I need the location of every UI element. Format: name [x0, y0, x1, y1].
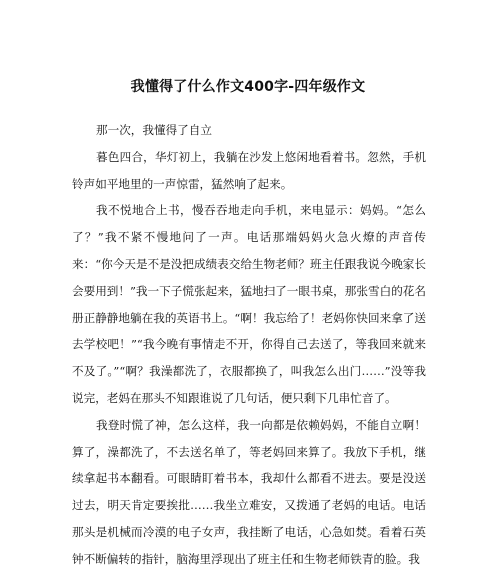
- paragraph-2: 我不悦地合上书，慢吞吞地走向手机，来电显示：妈妈。“怎么了？”我不紧不慢地问了一声。电话那端妈妈火急火燎的声音传来：“你今天是不是没把成绩表交给生物老师？班主任跟我说今晚家长会要用到！”我一下子慌张起来，猛地扫了一眼书桌，那张雪白的花名册正静静地躺在我的英语书上。“啊！我忘给了！老妈你快回来拿了送去学校吧！”“我今晚有事情走不开，你得自己去送了，等我回来就来不及了。”“啊？我澡都洗了，衣服都换了，叫我怎么出门……”没等我说完，老妈在那头不知跟谁说了几句话，便只剩下几串忙音了。: [72, 203, 426, 405]
- document-body: [72, 117, 426, 573]
- paragraph-essay-heading: 那一次，我懂得了自立: [96, 123, 212, 137]
- document-title: 我懂得了什么作文400字-四年级作文: [130, 79, 366, 95]
- paragraph-1: 暮色四合，华灯初上，我躺在沙发上悠闲地看着书。忽然，手机铃声如平地里的一声惊雷，猛然响了起来。: [72, 149, 426, 191]
- paragraph-3: 我登时慌了神，怎么这样，我一向都是依赖妈妈，不能自立啊！算了，澡都洗了，不去送名单了，等老妈回来算了。我放下手机，继续拿起书本翻看。可眼睛盯着书本，我却什么都看不进去。要是没送过去，明天肯定要挨批……我坐立难安，又拨通了老妈的电话。电话那头是机械而冷漠的电子女声，我挂断了电话，心急如焚。看着石英钟不断偏转的指针，脑海里浮现出了班主任和生物老师铁青的脸。我: [72, 417, 426, 566]
